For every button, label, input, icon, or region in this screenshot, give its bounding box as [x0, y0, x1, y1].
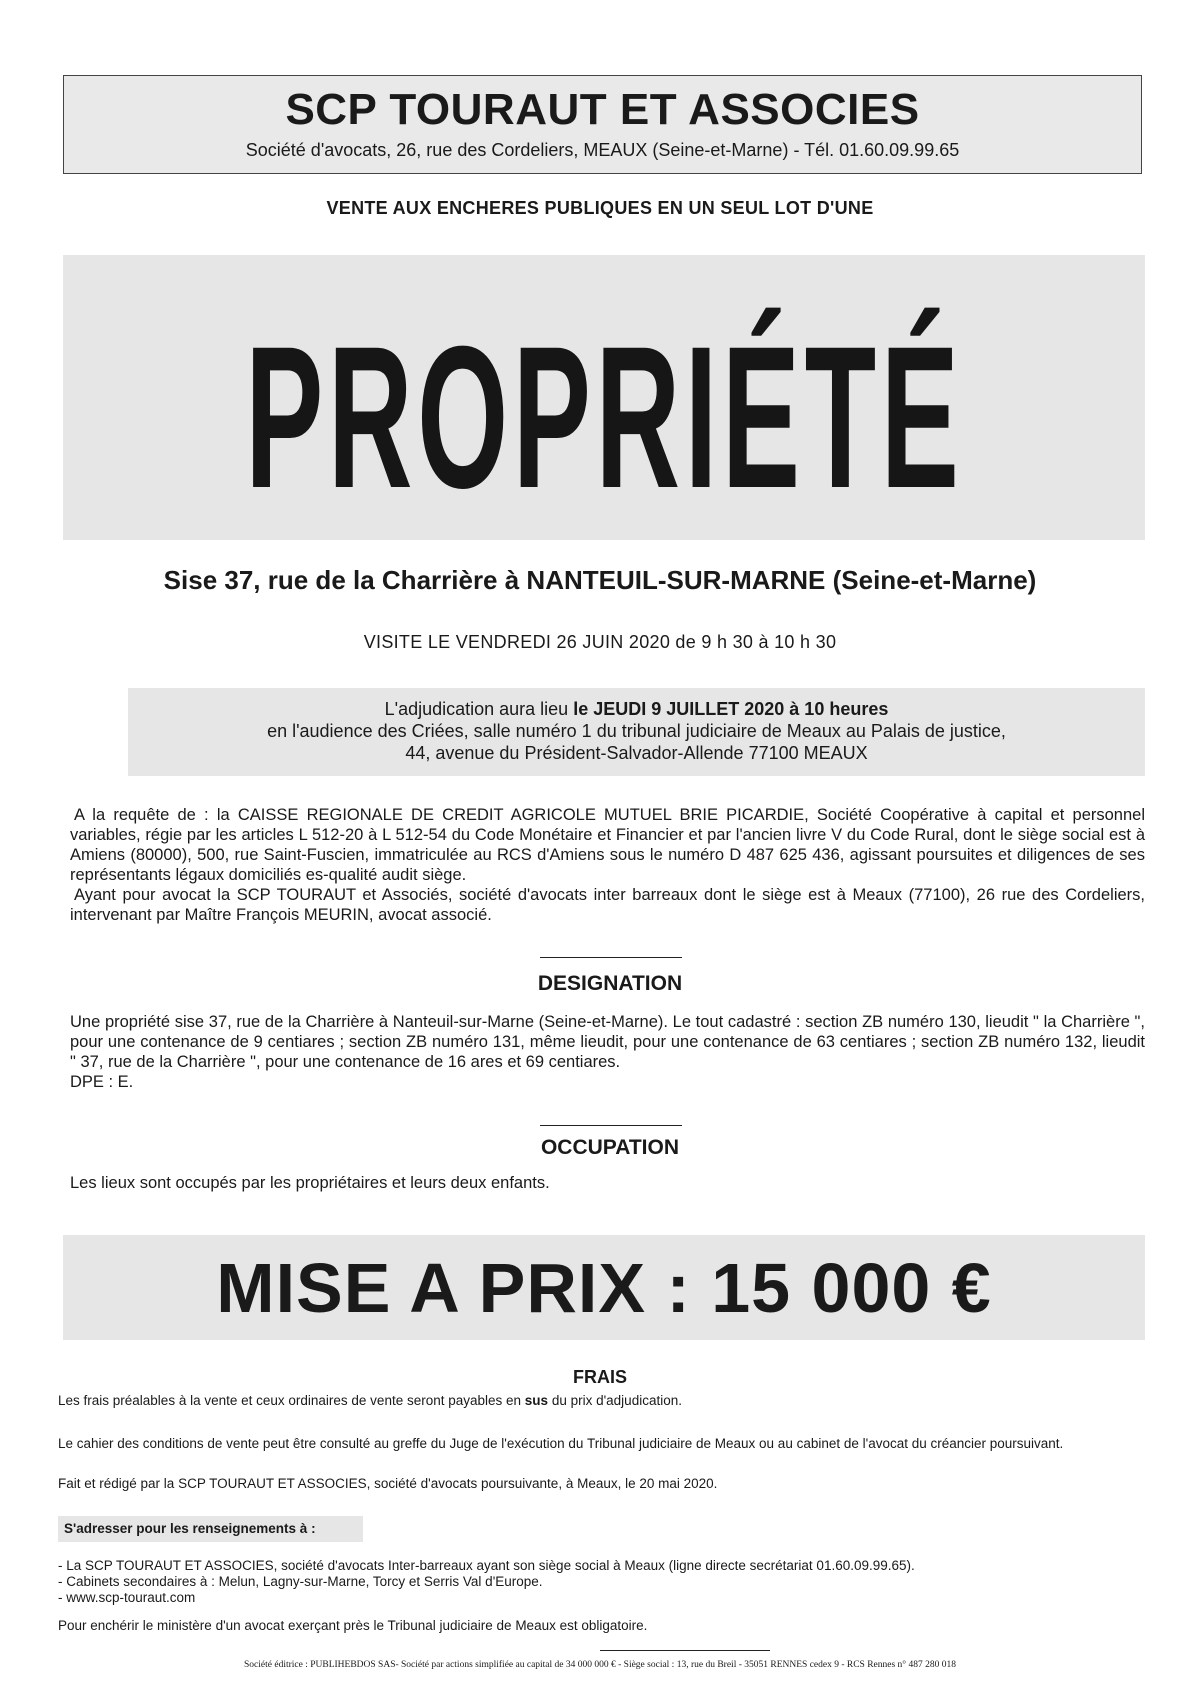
banner-title: PROPRIÉTÉ	[244, 303, 964, 531]
adjudication-line1: L'adjudication aura lieu le JEUDI 9 JUILLET 2020 à 10 heures	[384, 699, 889, 719]
designation-block	[70, 1012, 1145, 1092]
cahier-text: Le cahier des conditions de vente peut être consulté au greffe du Juge de l'exécution du Tribunal judiciaire de Meaux ou au cabinet de l'avocat du créancier poursuivant.	[58, 1436, 1064, 1451]
divider	[600, 1650, 770, 1651]
lawyer-text: Ayant pour avocat la SCP TOURAUT et Associés, société d'avocats inter barreaux dont le siège est à Meaux (77100), 26 rue des Cordeliers, intervenant par Maître François MEURIN, avocat associé.	[70, 886, 1145, 924]
adjudication-line3: 44, avenue du Président-Salvador-Allende 77100 MEAUX	[405, 743, 868, 763]
dpe-text: DPE : E.	[70, 1073, 134, 1091]
contact-label: S'adresser pour les renseignements à :	[58, 1516, 363, 1542]
designation-text: Une propriété sise 37, rue de la Charrière à Nanteuil-sur-Marne (Seine-et-Marne). Le tout cadastré : section ZB numéro 130, lieudit " la Charrière ", pour une contenance de 9 centiares ; section ZB numéro 131, même lieudit, pour une contenance de 63 centiares ; section ZB numéro 132, lieudit " 37, rue de la Charrière ", pour une contenance de 16 ares et 69 centiares.	[70, 1013, 1145, 1071]
sale-title: VENTE AUX ENCHERES PUBLIQUES EN UN SEUL LOT D'UNE	[326, 198, 874, 218]
adjudication-date: le JEUDI 9 JUILLET 2020 à 10 heures	[573, 699, 889, 719]
occupation-text: Les lieux sont occupés par les propriétaires et leurs deux enfants.	[70, 1174, 550, 1192]
divider	[540, 957, 682, 958]
firm-name: SCP TOURAUT ET ASSOCIES	[285, 85, 920, 134]
adjudication-box	[128, 688, 1145, 776]
bidding-note: Pour enchérir le ministère d'un avocat exerçant près le Tribunal judiciaire de Meaux est obligatoire.	[58, 1618, 648, 1633]
contact-item: - La SCP TOURAUT ET ASSOCIES, société d'avocats Inter-barreaux ayant son siège social à Meaux (ligne directe secrétariat 01.60.09.99.65).	[58, 1558, 915, 1573]
contact-list	[58, 1558, 1148, 1606]
firm-header	[63, 75, 1142, 174]
price-box	[63, 1235, 1145, 1340]
property-address: Sise 37, rue de la Charrière à NANTEUIL-SUR-MARNE (Seine-et-Marne)	[163, 565, 1037, 595]
visit-info: VISITE LE VENDREDI 26 JUIN 2020 de 9 h 30 à 10 h 30	[363, 632, 837, 652]
request-text: A la requête de : la CAISSE REGIONALE DE CREDIT AGRICOLE MUTUEL BRIE PICARDIE, Société Coopérative à capital et personnel variables, régie par les articles L 512-20 à L 512-54 du Code Monétaire et Financier et par l'ancien livre V du Code Rural, dont le siège social est à Amiens (80000), 500, rue Saint-Fuscien, immatriculée au RCS d'Amiens sous le numéro D 487 625 436, agissant poursuites et diligences de ses représentants légaux domiciliés es-qualité audit siège.	[70, 806, 1145, 884]
contact-item[interactable]: - www.scp-touraut.com	[58, 1590, 196, 1605]
contact-item: - Cabinets secondaires à : Melun, Lagny-sur-Marne, Torcy et Serris Val d'Europe.	[58, 1574, 543, 1589]
designation-title: DESIGNATION	[537, 972, 683, 995]
publisher-footer: Société éditrice : PUBLIHEBDOS SAS- Société par actions simplifiée au capital de 34 000 000 € - Siège social : 13, rue du Breil - 35051 RENNES cedex 9 - RCS Rennes n° 487 280 018	[244, 1660, 956, 1670]
property-banner	[63, 255, 1145, 540]
starting-price: MISE A PRIX : 15 000 €	[216, 1248, 992, 1327]
adjudication-line2: en l'audience des Criées, salle numéro 1 du tribunal judiciaire de Meaux au Palais de justice,	[267, 721, 1006, 741]
divider	[540, 1125, 682, 1126]
frais-title: FRAIS	[573, 1367, 627, 1387]
frais-text: Les frais préalables à la vente et ceux ordinaires de vente seront payables en sus du prix d'adjudication.	[58, 1393, 682, 1408]
firm-details: Société d'avocats, 26, rue des Cordeliers, MEAUX (Seine-et-Marne) - Tél. 01.60.09.99.65	[245, 140, 960, 160]
fait-text: Fait et rédigé par la SCP TOURAUT ET ASSOCIES, société d'avocats poursuivante, à Meaux, le 20 mai 2020.	[58, 1476, 718, 1491]
request-paragraph	[70, 805, 1145, 925]
occupation-title: OCCUPATION	[540, 1136, 680, 1159]
